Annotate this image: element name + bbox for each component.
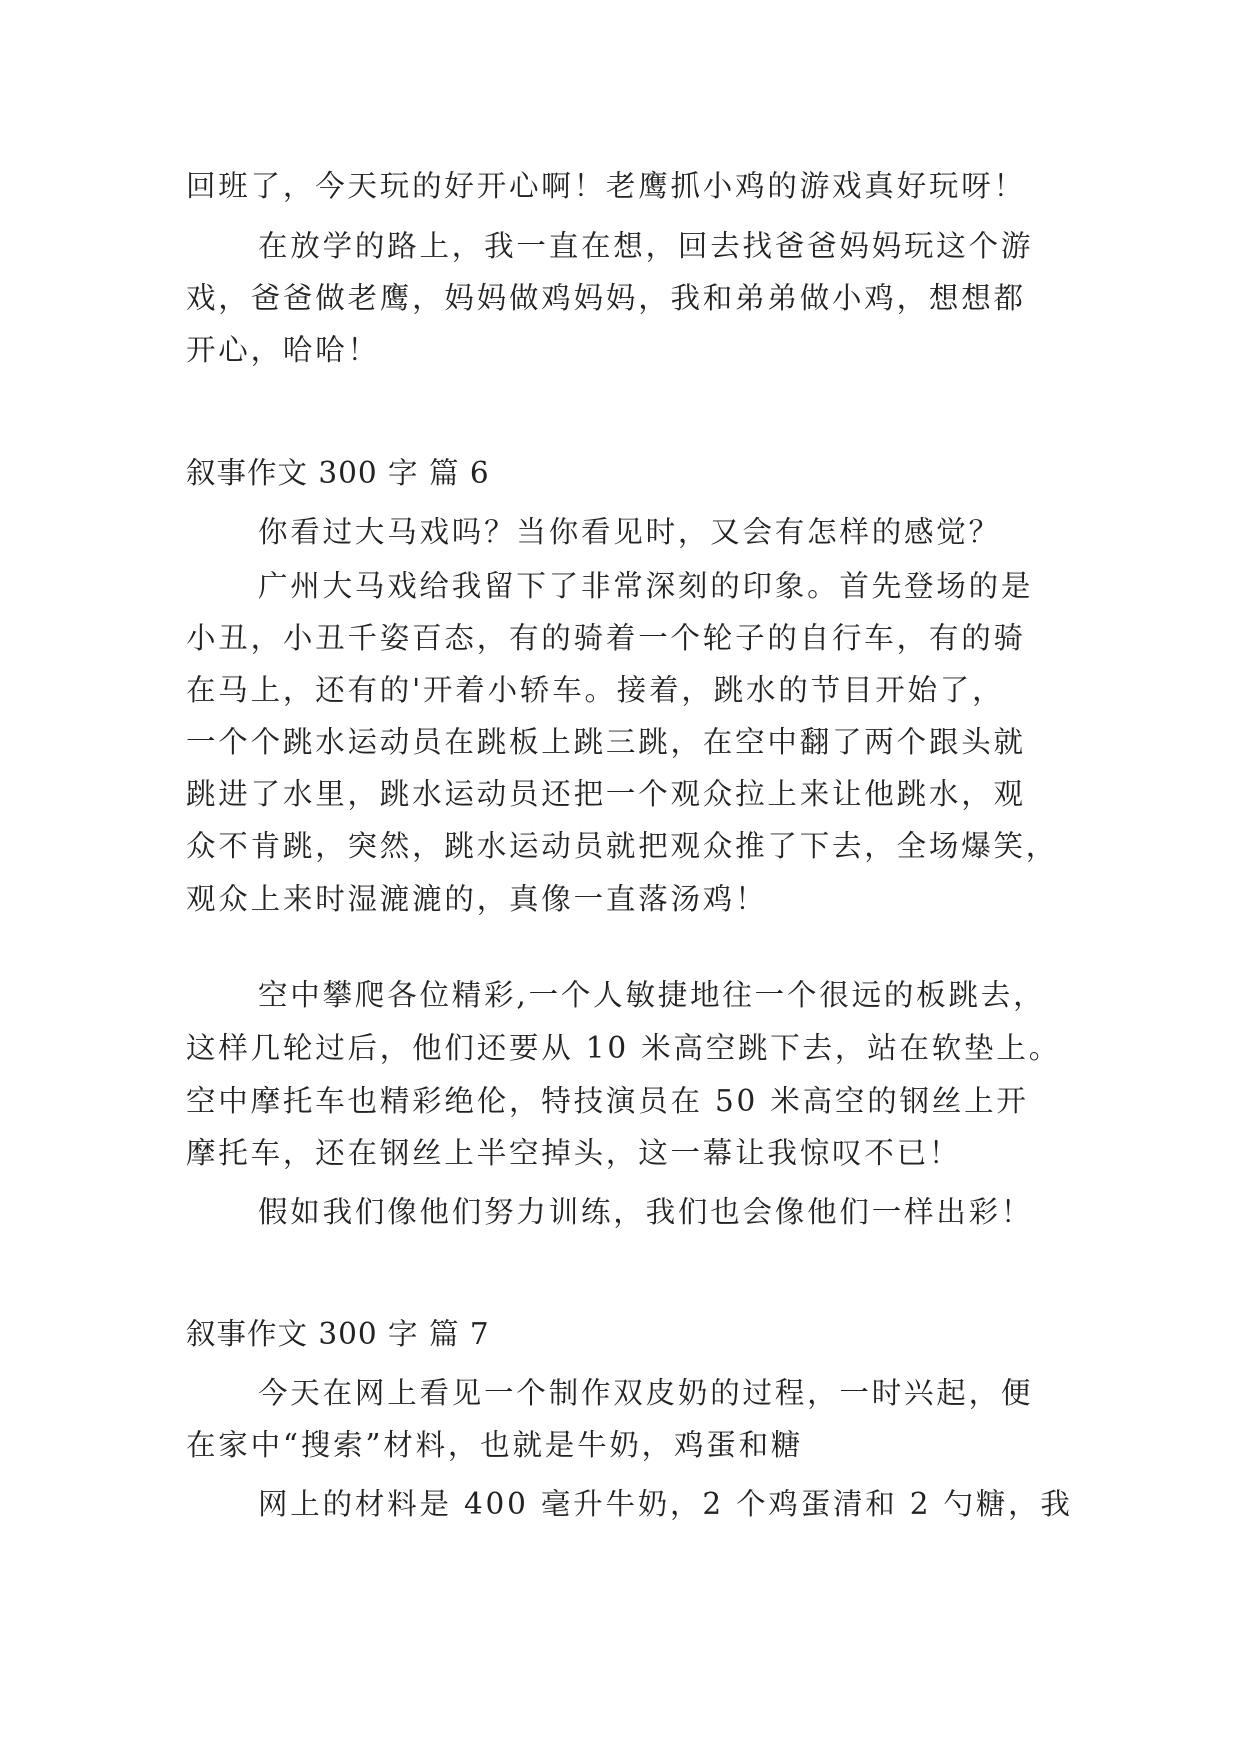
section-heading-6: 叙事作文 300 字 篇 6: [186, 456, 490, 490]
body-text-line: 这样几轮过后，他们还要从 10 米高空跳下去，站在软垫上。: [186, 1031, 1061, 1065]
paragraph-first-line: 空中攀爬各位精彩,一个人敏捷地往一个很远的板跳去，: [258, 978, 1046, 1012]
body-text-line: 众不肯跳，突然，跳水运动员就把观众推了下去，全场爆笑，: [186, 829, 1059, 863]
body-text-line: 小丑，小丑千姿百态，有的骑着一个轮子的自行车，有的骑: [186, 621, 1026, 655]
paragraph-first-line: 你看过大马戏吗？当你看见时，又会有怎样的感觉？: [258, 515, 1001, 549]
body-text-line: 开心，哈哈！: [186, 333, 380, 367]
paragraph-first-line: 在放学的路上，我一直在想，回去找爸爸妈妈玩这个游: [258, 229, 1034, 263]
body-text-line: 戏，爸爸做老鹰，妈妈做鸡妈妈，我和弟弟做小鸡，想想都: [186, 281, 1026, 315]
body-text-line: 在家中“搜索”材料，也就是牛奶，鸡蛋和糖: [186, 1428, 804, 1462]
body-text-line: 摩托车，还在钢丝上半空掉头，这一幕让我惊叹不已！: [186, 1136, 962, 1170]
body-text-line: 空中摩托车也精彩绝伦，特技演员在 50 米高空的钢丝上开: [186, 1084, 1029, 1118]
paragraph-first-line: 网上的材料是 400 毫升牛奶，2 个鸡蛋清和 2 勺糖，我: [258, 1487, 1073, 1521]
paragraph-first-line: 今天在网上看见一个制作双皮奶的过程，一时兴起，便: [258, 1376, 1034, 1410]
body-text-line: 在马上，还有的'开着小轿车。接着，跳水的节目开始了，: [186, 673, 1005, 707]
body-text-line: 跳进了水里，跳水运动员还把一个观众拉上来让他跳水，观: [186, 777, 1026, 811]
paragraph-first-line: 广州大马戏给我留下了非常深刻的印象。首先登场的是: [258, 569, 1034, 603]
section-heading-7: 叙事作文 300 字 篇 7: [186, 1317, 490, 1351]
body-text-line: 一个个跳水运动员在跳板上跳三跳，在空中翻了两个跟头就: [186, 725, 1026, 759]
paragraph-first-line: 假如我们像他们努力训练，我们也会像他们一样出彩！: [258, 1195, 1034, 1229]
body-text-line: 回班了，今天玩的好开心啊！老鹰抓小鸡的游戏真好玩呀！: [186, 169, 1026, 203]
body-text-line: 观众上来时湿漉漉的，真像一直落汤鸡！: [186, 882, 768, 916]
